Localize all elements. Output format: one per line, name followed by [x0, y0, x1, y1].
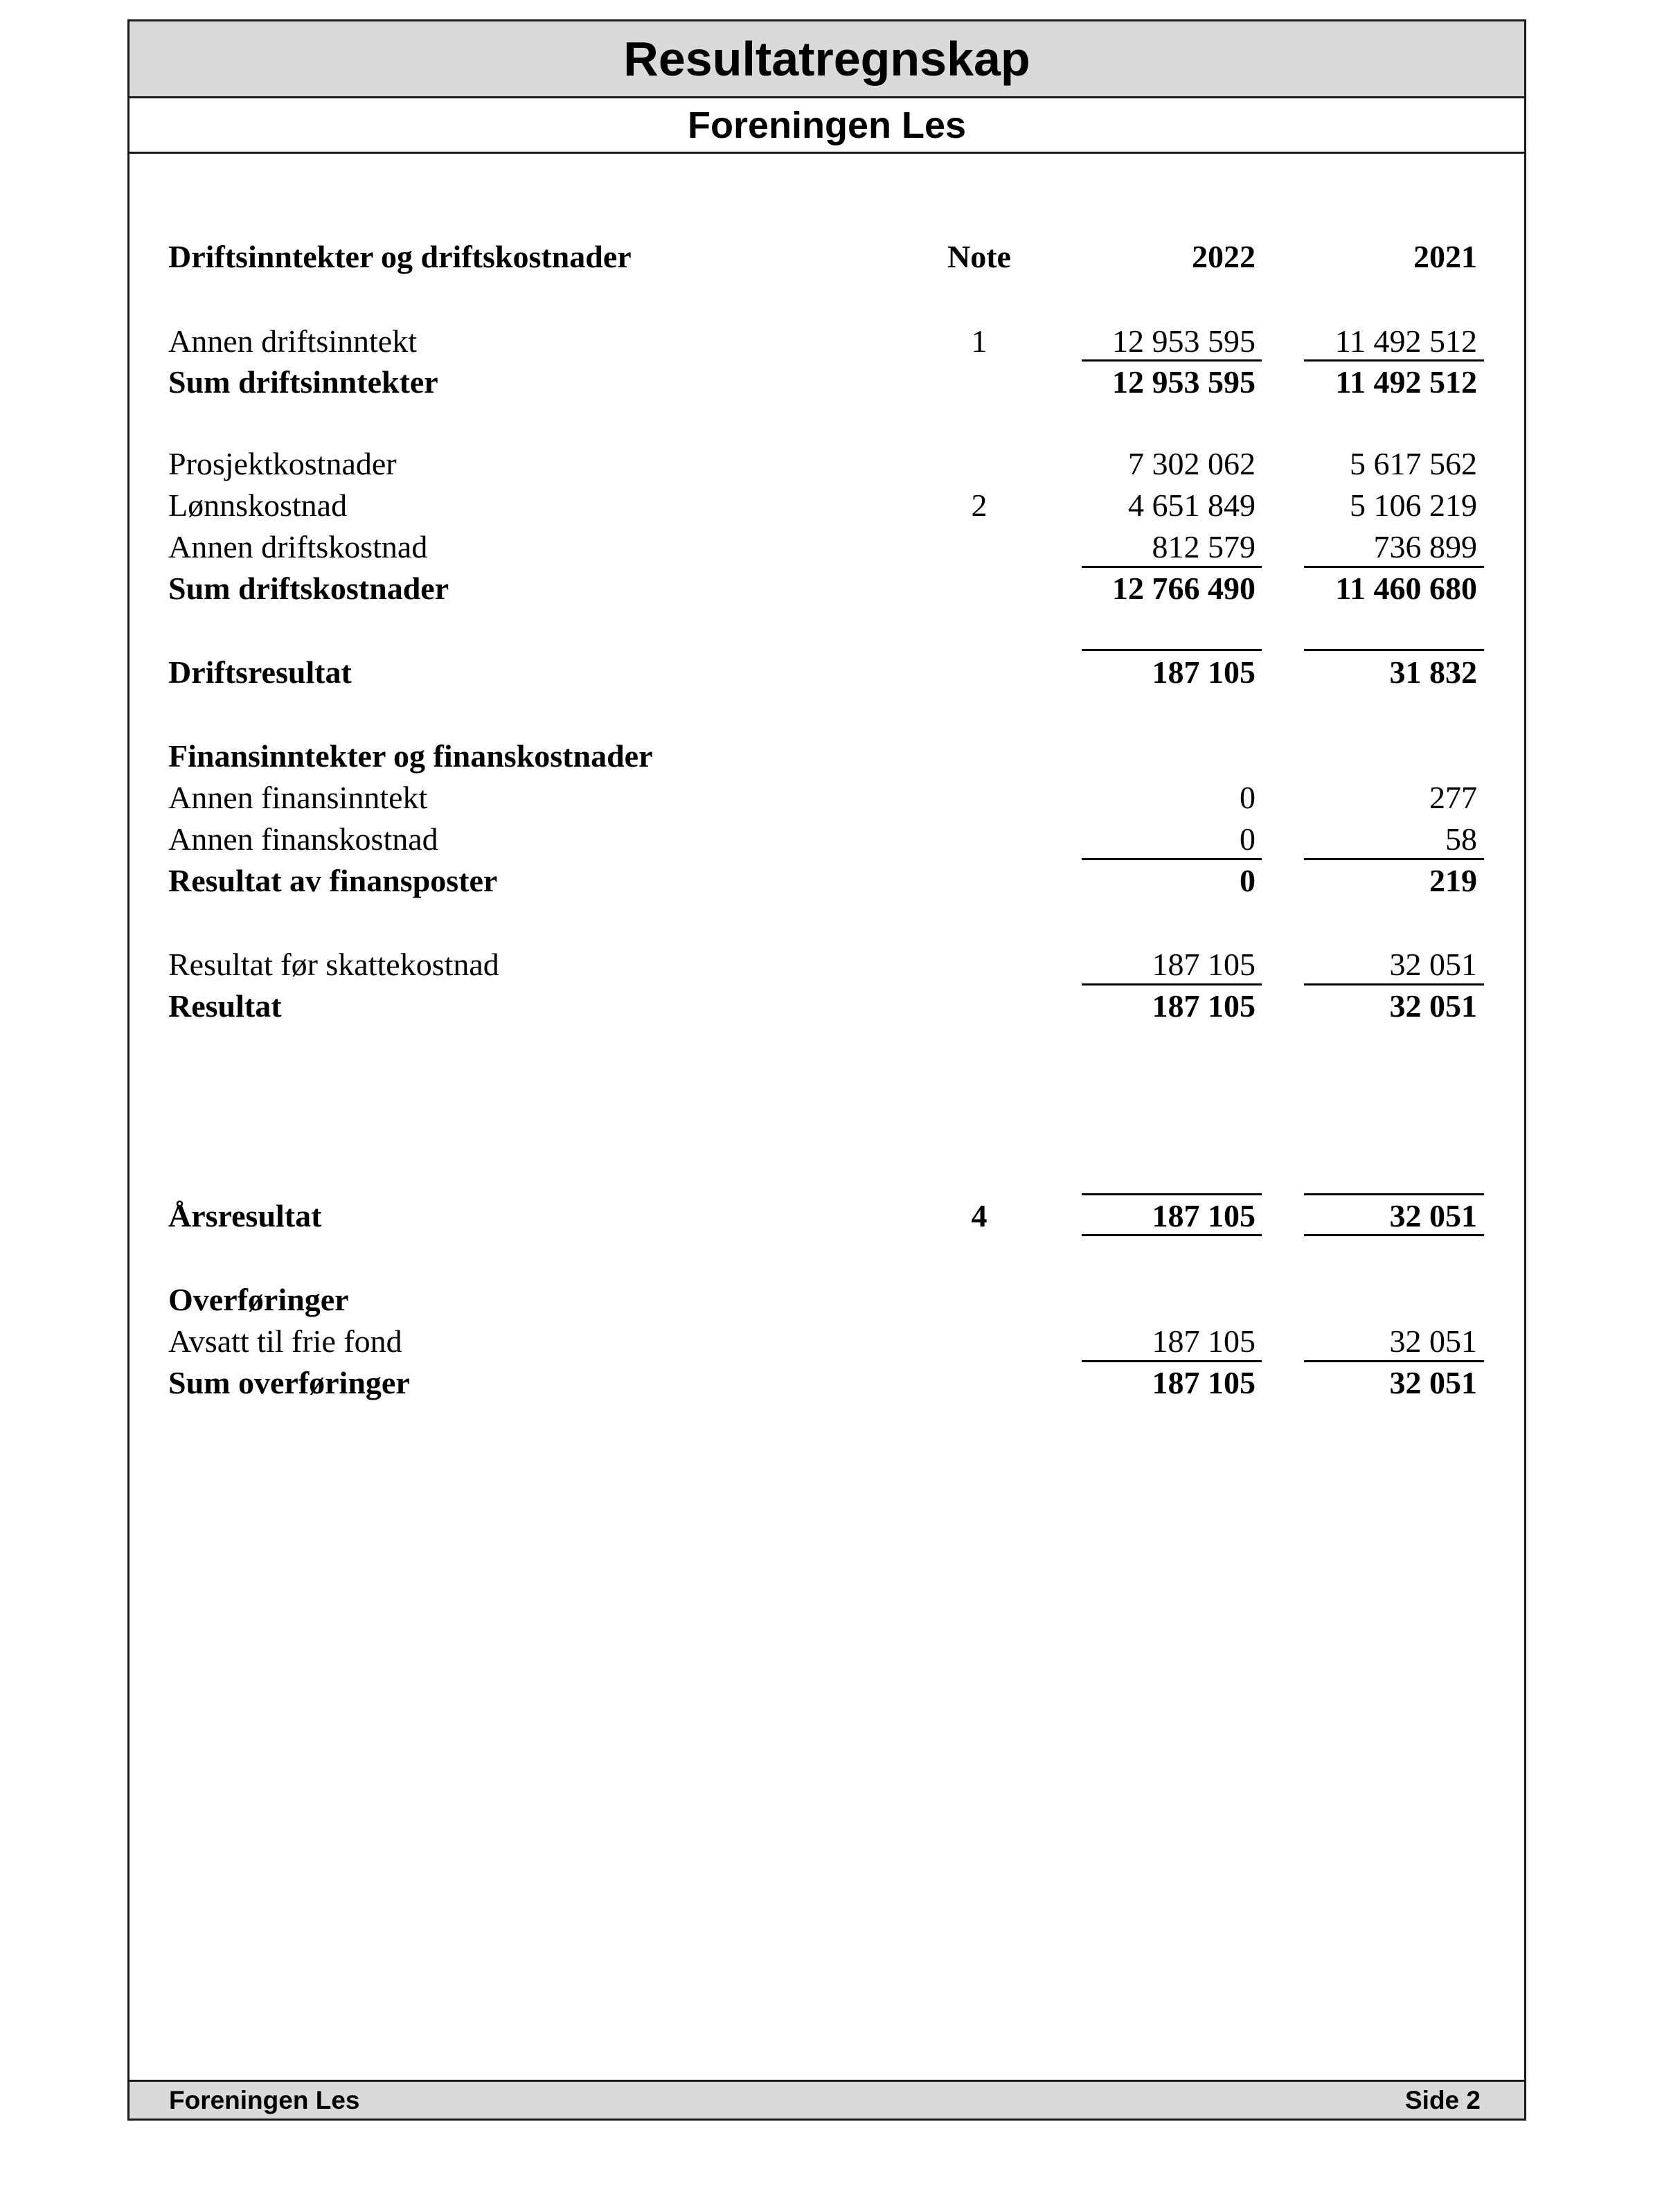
section-heading-row: [0, 735, 1680, 777]
row-value-2021: 11 460 680: [1335, 571, 1477, 606]
table-row: [0, 485, 1680, 526]
row-value-2022: 187 105: [1152, 947, 1255, 982]
table-row: [0, 443, 1680, 485]
row-label: Sum driftskostnader: [168, 571, 449, 606]
row-label: Sum driftsinntekter: [168, 364, 438, 400]
table-row: [0, 652, 1680, 693]
row-value-2021: 32 051: [1389, 1198, 1477, 1233]
row-label: Sum overføringer: [168, 1365, 410, 1400]
row-value-2022: 0: [1240, 780, 1255, 815]
row-value-2022: 7 302 062: [1128, 446, 1255, 481]
year-2022-header: 2022: [1192, 239, 1255, 274]
row-value-2021: 5 617 562: [1350, 446, 1477, 481]
table-row: [0, 819, 1680, 860]
row-label: Annen finansinntekt: [168, 780, 428, 815]
row-label: Annen driftsinntekt: [168, 323, 417, 359]
row-value-2022: 4 651 849: [1128, 488, 1255, 523]
double-underline-2021: [1304, 1234, 1484, 1236]
row-value-2021: 32 051: [1389, 947, 1477, 982]
underline-2022: [1082, 649, 1262, 651]
table-row: [0, 944, 1680, 985]
row-value-2021: 11 492 512: [1335, 364, 1477, 400]
table-row: [0, 526, 1680, 568]
row-value-2021: 277: [1429, 780, 1477, 815]
row-label: Avsatt til frie fond: [168, 1323, 402, 1359]
footer-organization: Foreningen Les: [169, 2086, 360, 2114]
row-value-2022: 12 953 595: [1112, 364, 1255, 400]
row-value-2021: 32 051: [1389, 1365, 1477, 1400]
row-value-2022: 187 105: [1152, 1323, 1255, 1359]
section-heading: Driftsinntekter og driftskostnader: [168, 239, 632, 274]
year-2021-header: 2021: [1413, 239, 1477, 274]
row-value-2021: 32 051: [1389, 988, 1477, 1024]
row-value-2022: 12 766 490: [1112, 571, 1255, 606]
row-label: Annen driftskostnad: [168, 529, 428, 564]
row-label: Overføringer: [168, 1282, 349, 1317]
section-heading-row: [0, 1279, 1680, 1321]
row-value-2022: 0: [1240, 821, 1255, 857]
note-column-header: Note: [947, 239, 1011, 274]
row-note: 2: [971, 488, 988, 523]
page-title: Resultatregnskap: [129, 21, 1524, 98]
row-value-2022: 0: [1240, 863, 1255, 898]
row-label: Lønnskostnad: [168, 488, 348, 523]
row-value-2021: 736 899: [1373, 529, 1477, 564]
table-row: [0, 321, 1680, 362]
row-value-2021: 5 106 219: [1350, 488, 1477, 523]
row-label: Årsresultat: [168, 1198, 322, 1233]
footer-page-number: Side 2: [1405, 2086, 1481, 2114]
row-label: Driftsresultat: [168, 654, 352, 690]
table-row: [0, 362, 1680, 403]
row-value-2022: 12 953 595: [1112, 323, 1255, 359]
row-label: Prosjektkostnader: [168, 446, 397, 481]
table-row: [0, 568, 1680, 609]
double-underline-2022: [1082, 1234, 1262, 1236]
row-value-2022: 187 105: [1152, 654, 1255, 690]
row-note: 4: [971, 1198, 988, 1233]
table-row: [0, 860, 1680, 902]
organization-name: Foreningen Les: [129, 98, 1524, 154]
column-header-row: [0, 236, 1680, 278]
row-value-2022: 187 105: [1152, 1198, 1255, 1233]
table-row: [0, 985, 1680, 1027]
row-value-2021: 32 051: [1389, 1323, 1477, 1359]
row-value-2021: 219: [1429, 863, 1477, 898]
row-value-2021: 58: [1445, 821, 1477, 857]
row-value-2021: 31 832: [1389, 654, 1477, 690]
row-label: Finansinntekter og finanskostnader: [168, 738, 653, 774]
table-row: [0, 777, 1680, 819]
row-value-2022: 187 105: [1152, 988, 1255, 1024]
row-label: Resultat: [168, 988, 282, 1024]
row-label: Resultat før skattekostnad: [168, 947, 499, 982]
row-value-2021: 11 492 512: [1334, 323, 1477, 359]
row-note: 1: [971, 323, 988, 359]
table-row: [0, 1362, 1680, 1404]
table-row: [0, 1321, 1680, 1362]
row-value-2022: 187 105: [1152, 1365, 1255, 1400]
row-value-2022: 812 579: [1152, 529, 1255, 564]
underline-2021: [1304, 649, 1484, 651]
row-label: Resultat av finansposter: [168, 863, 498, 898]
table-row: [0, 1195, 1680, 1237]
row-label: Annen finanskostnad: [168, 821, 438, 857]
